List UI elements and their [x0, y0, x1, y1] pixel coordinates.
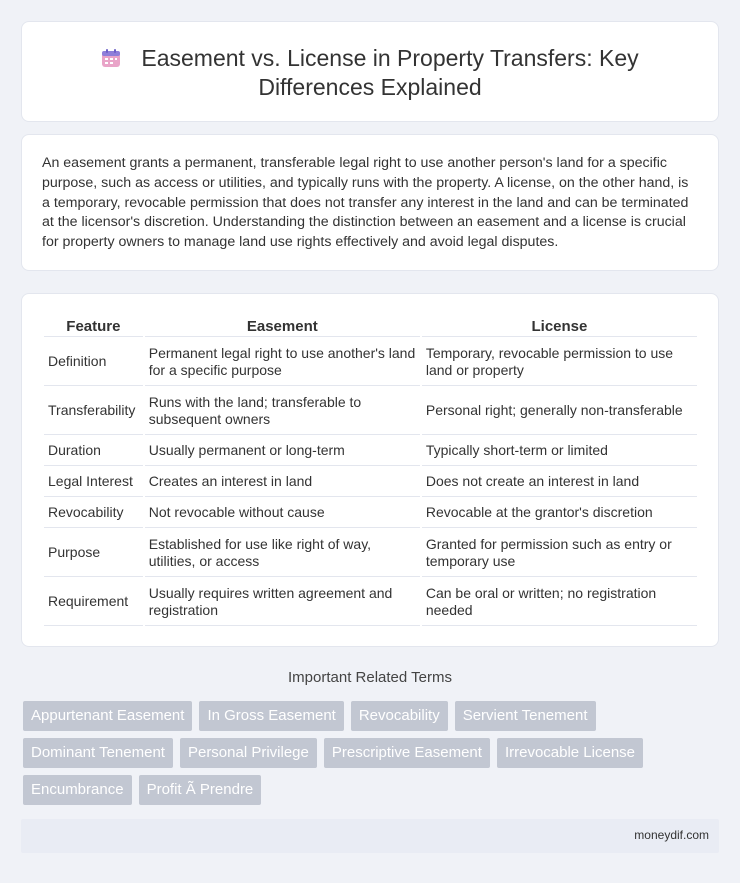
feature-cell: Requirement [44, 579, 143, 626]
related-term-tag[interactable]: Appurtenant Easement [23, 701, 192, 731]
feature-cell: Revocability [44, 499, 143, 528]
easement-cell: Usually permanent or long-term [145, 437, 420, 466]
intro-paragraph: An easement grants a permanent, transferable legal right to use another person's land for a specific purpose, such as access or utilities, and typically runs with the property. A license, on the other hand, is a temporary, revocable permission that does not transfer any interest in the land and can be terminated at the licensor's discretion. Understanding the distinction between an easement and a license is crucial for property owners to manage land use rights effectively and avoid legal disputes. [42, 155, 689, 251]
related-term-tag[interactable]: Revocability [351, 701, 448, 731]
license-cell: Temporary, revocable permission to use land or property [422, 339, 697, 386]
related-term-tag[interactable]: Servient Tenement [455, 701, 596, 731]
footer-site-link[interactable]: moneydif.com [634, 828, 709, 842]
table-row [44, 499, 697, 528]
feature-cell: Legal Interest [44, 468, 143, 497]
header-feature: Feature [44, 317, 143, 337]
table-header-row [44, 317, 697, 337]
table-row [44, 388, 697, 435]
related-terms-title: Important Related Terms [288, 669, 452, 686]
table-row [44, 339, 697, 386]
title-line-1: Easement vs. License in Property Transfers: Key [141, 45, 639, 71]
related-term-tag[interactable]: Prescriptive Easement [324, 738, 490, 768]
feature-cell: Definition [44, 339, 143, 386]
comparison-card [21, 293, 719, 647]
header-easement: Easement [145, 317, 420, 337]
related-terms-list [23, 701, 693, 812]
title-card [21, 21, 719, 122]
license-cell: Does not create an interest in land [422, 468, 697, 497]
intro-card [21, 134, 719, 271]
license-cell: Can be oral or written; no registration needed [422, 579, 697, 626]
license-cell: Personal right; generally non-transferable [422, 388, 697, 435]
feature-cell: Duration [44, 437, 143, 466]
related-term-tag[interactable]: Irrevocable License [497, 738, 643, 768]
feature-cell: Transferability [44, 388, 143, 435]
related-term-tag[interactable]: Dominant Tenement [23, 738, 173, 768]
easement-cell: Established for use like right of way, utilities, or access [145, 530, 420, 577]
feature-cell: Purpose [44, 530, 143, 577]
title-line-2: Differences Explained [258, 74, 482, 100]
license-cell: Typically short-term or limited [422, 437, 697, 466]
easement-cell: Creates an interest in land [145, 468, 420, 497]
comparison-table [42, 315, 699, 628]
calendar-icon [101, 48, 121, 68]
header-license: License [422, 317, 697, 337]
related-term-tag[interactable]: Profit Ã Prendre [139, 775, 262, 805]
related-term-tag[interactable]: Encumbrance [23, 775, 132, 805]
table-row [44, 437, 697, 466]
footer-bar [21, 819, 719, 853]
related-term-tag[interactable]: In Gross Easement [199, 701, 343, 731]
license-cell: Granted for permission such as entry or temporary use [422, 530, 697, 577]
license-cell: Revocable at the grantor's discretion [422, 499, 697, 528]
easement-cell: Runs with the land; transferable to subsequent owners [145, 388, 420, 435]
easement-cell: Permanent legal right to use another's land for a specific purpose [145, 339, 420, 386]
table-row [44, 530, 697, 577]
table-row [44, 468, 697, 497]
related-term-tag[interactable]: Personal Privilege [180, 738, 317, 768]
easement-cell: Not revocable without cause [145, 499, 420, 528]
table-row [44, 579, 697, 626]
page-title [22, 44, 718, 102]
easement-cell: Usually requires written agreement and registration [145, 579, 420, 626]
